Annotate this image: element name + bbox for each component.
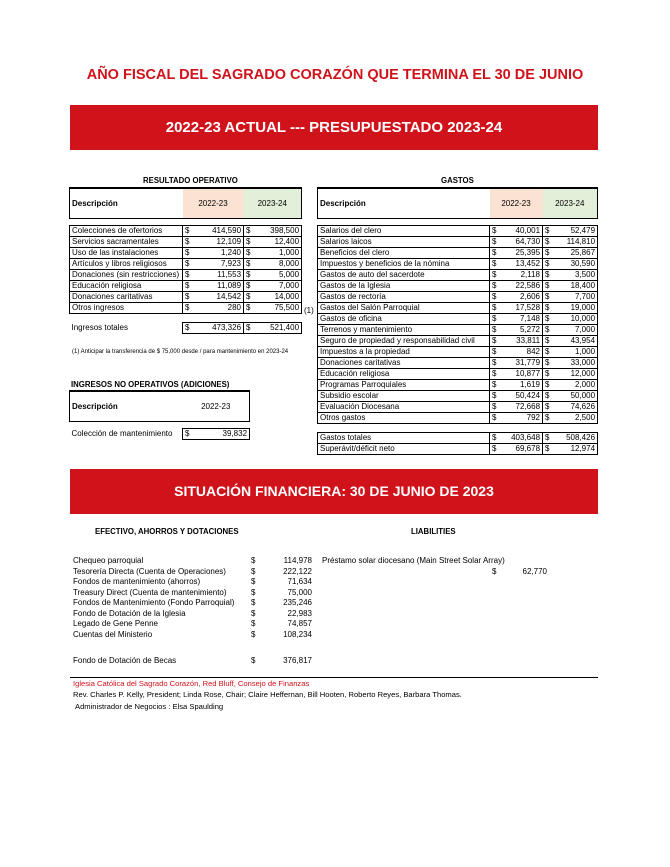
cash-account-label: Fondos de mantenimiento (ahorros) bbox=[73, 577, 201, 586]
currency-sign: $ bbox=[490, 369, 498, 380]
currency-sign: $ bbox=[183, 226, 192, 237]
row-2023-24: 5,000 bbox=[253, 270, 302, 281]
expense-row bbox=[318, 391, 598, 402]
row-label: Salarios laicos bbox=[318, 237, 490, 248]
total-expenses-label: Gastos totales bbox=[318, 433, 490, 444]
expense-row bbox=[318, 270, 598, 281]
row-2023-24: 25,867 bbox=[551, 248, 598, 259]
col-2023-24: 2023-24 bbox=[244, 188, 302, 219]
scholarship-label: Fondo de Dotación de Becas bbox=[73, 656, 177, 665]
currency-sign: $ bbox=[543, 433, 551, 444]
col-description: Descripción bbox=[318, 188, 490, 219]
cash-heading: EFECTIVO, AHORROS Y DOTACIONES bbox=[95, 527, 239, 536]
net-2022-23: 69,678 bbox=[498, 444, 543, 455]
row-label: Evaluación Diocesana bbox=[318, 402, 490, 413]
net-row bbox=[318, 444, 598, 455]
operating-heading: RESULTADO OPERATIVO bbox=[143, 176, 238, 185]
expense-row bbox=[318, 336, 598, 347]
cash-account-value: 74,857 bbox=[287, 619, 312, 628]
row-2023-24: 8,000 bbox=[253, 259, 302, 270]
row-2022-23: 40,001 bbox=[498, 226, 543, 237]
row-label: Uso de las instalaciones bbox=[70, 248, 183, 259]
col-2023-24: 2023-24 bbox=[543, 188, 598, 219]
expense-row bbox=[318, 325, 598, 336]
currency-sign: $ bbox=[244, 303, 253, 314]
currency-sign: $ bbox=[490, 281, 498, 292]
row-2023-24: 3,500 bbox=[551, 270, 598, 281]
row-2023-24: 7,000 bbox=[253, 281, 302, 292]
row-2023-24: 43,954 bbox=[551, 336, 598, 347]
currency-sign: $ bbox=[543, 380, 551, 391]
row-label: Salarios del clero bbox=[318, 226, 490, 237]
currency-sign: $ bbox=[251, 629, 256, 639]
row-2023-24: 52,479 bbox=[551, 226, 598, 237]
row-label: Colecciones de ofertorios bbox=[70, 226, 183, 237]
currency-sign: $ bbox=[244, 292, 253, 303]
cash-account-value: 108,234 bbox=[283, 629, 312, 639]
row-label: Gastos del Salón Parroquial bbox=[318, 303, 490, 314]
row-2023-24: 75,500 bbox=[253, 303, 302, 314]
footnote-mark: (1) bbox=[304, 306, 314, 315]
row-2022-23: 7,923 bbox=[192, 259, 244, 270]
currency-sign: $ bbox=[543, 347, 551, 358]
row-label: Otros gastos bbox=[318, 413, 490, 424]
row-label: Beneficios del clero bbox=[318, 248, 490, 259]
currency-sign: $ bbox=[543, 358, 551, 369]
footnote: (1) Anticipar la transferencia de $ 75,000 desde / para mantenimiento en 2023-24 bbox=[72, 349, 289, 355]
footer-administrator: Administrador de Negocios : Elsa Spaulding bbox=[75, 702, 224, 711]
expenses-heading: GASTOS bbox=[441, 176, 474, 185]
row-label: Artículos y libros religiosos bbox=[70, 259, 183, 270]
expense-row bbox=[318, 358, 598, 369]
expense-row bbox=[318, 314, 598, 325]
section-banner-financial: SITUACIÓN FINANCIERA: 30 DE JUNIO DE 2023 bbox=[70, 469, 598, 514]
cash-account-label: Treasury Direct (Cuenta de mantenimiento) bbox=[73, 587, 227, 597]
row-2023-24: 7,000 bbox=[551, 325, 598, 336]
cash-account-label: Chequeo parroquial bbox=[73, 556, 144, 565]
currency-sign: $ bbox=[543, 292, 551, 303]
total-income-2022-23: 473,326 bbox=[192, 323, 244, 334]
expense-row bbox=[318, 237, 598, 248]
row-2023-24: 2,000 bbox=[551, 380, 598, 391]
currency-sign: $ bbox=[490, 433, 498, 444]
row-2022-23: 414,590 bbox=[192, 226, 244, 237]
currency-sign: $ bbox=[183, 237, 192, 248]
footer-members: Rev. Charles P. Kelly, President; Linda Rose, Chair; Claire Heffernan, Bill Hooten, Roberto Reyes, Barbara Thomas. bbox=[73, 690, 462, 699]
row-label: Donaciones caritativas bbox=[70, 292, 183, 303]
total-expenses-2023-24: 508,426 bbox=[551, 433, 598, 444]
row-2023-24: 50,000 bbox=[551, 391, 598, 402]
row-2022-23: 11,089 bbox=[192, 281, 244, 292]
row-2022-23: 13,452 bbox=[498, 259, 543, 270]
row-2023-24: 33,000 bbox=[551, 358, 598, 369]
row-label: Impuestos y beneficios de la nómina bbox=[318, 259, 490, 270]
row-label: Donaciones (sin restricciones) bbox=[70, 270, 183, 281]
currency-sign: $ bbox=[244, 237, 253, 248]
row-2023-24: 7,700 bbox=[551, 292, 598, 303]
row-2022-23: 50,424 bbox=[498, 391, 543, 402]
row-2022-23: 22,586 bbox=[498, 281, 543, 292]
row-2022-23: 842 bbox=[498, 347, 543, 358]
expense-row bbox=[318, 402, 598, 413]
net-label: Superávit/déficit neto bbox=[318, 444, 490, 455]
currency-sign: $ bbox=[490, 358, 498, 369]
row-2022-23: 11,553 bbox=[192, 270, 244, 281]
row-label: Subsidio escolar bbox=[318, 391, 490, 402]
row-2022-23: 2,606 bbox=[498, 292, 543, 303]
nonop-table bbox=[69, 390, 250, 440]
currency-sign: $ bbox=[490, 380, 498, 391]
row-label: Gastos de auto del sacerdote bbox=[318, 270, 490, 281]
row-2022-23: 10,877 bbox=[498, 369, 543, 380]
row-2022-23: 1,240 bbox=[192, 248, 244, 259]
currency-sign: $ bbox=[490, 413, 498, 424]
income-row bbox=[70, 259, 302, 270]
currency-sign: $ bbox=[244, 270, 253, 281]
currency-sign: $ bbox=[490, 444, 498, 455]
total-expenses-2022-23: 403,648 bbox=[498, 433, 543, 444]
currency-sign: $ bbox=[490, 237, 498, 248]
expense-row bbox=[318, 347, 598, 358]
currency-sign: $ bbox=[251, 608, 256, 618]
total-income-row bbox=[70, 323, 302, 334]
col-2022-23: 2022-23 bbox=[183, 188, 244, 219]
row-2023-24: 18,400 bbox=[551, 281, 598, 292]
currency-sign: $ bbox=[543, 226, 551, 237]
currency-sign: $ bbox=[490, 226, 498, 237]
row-value: 39,832 bbox=[192, 429, 250, 440]
row-2023-24: 19,000 bbox=[551, 303, 598, 314]
row-2022-23: 5,272 bbox=[498, 325, 543, 336]
liability-value: 62,770 bbox=[522, 567, 547, 576]
currency-sign: $ bbox=[251, 598, 256, 607]
expense-row bbox=[318, 369, 598, 380]
currency-sign: $ bbox=[543, 248, 551, 259]
row-2023-24: 1,000 bbox=[253, 248, 302, 259]
currency-sign: $ bbox=[490, 292, 498, 303]
currency-sign: $ bbox=[543, 281, 551, 292]
row-2023-24: 10,000 bbox=[551, 314, 598, 325]
cash-account-value: 71,634 bbox=[287, 577, 312, 586]
nonop-heading: INGRESOS NO OPERATIVOS (ADICIONES) bbox=[71, 380, 230, 389]
row-2023-24: 14,000 bbox=[253, 292, 302, 303]
row-label: Educación religiosa bbox=[70, 281, 183, 292]
cash-account-label: Fondos de Mantenimiento (Fondo Parroquial) bbox=[73, 598, 235, 607]
currency-sign: $ bbox=[251, 619, 256, 628]
liability-label: Préstamo solar diocesano (Main Street Solar Array) bbox=[322, 556, 505, 565]
currency-sign: $ bbox=[251, 556, 256, 565]
row-2023-24: 12,400 bbox=[253, 237, 302, 248]
row-label: Gastos de rectoría bbox=[318, 292, 490, 303]
income-row bbox=[70, 237, 302, 248]
currency-sign: $ bbox=[244, 259, 253, 270]
currency-sign: $ bbox=[490, 391, 498, 402]
currency-sign: $ bbox=[244, 248, 253, 259]
section-banner-budget: 2022-23 ACTUAL --- PRESUPUESTADO 2023-24 bbox=[70, 105, 598, 150]
currency-sign: $ bbox=[244, 323, 253, 334]
row-2022-23: 72,668 bbox=[498, 402, 543, 413]
expenses-table bbox=[317, 187, 598, 455]
row-2023-24: 398,500 bbox=[253, 226, 302, 237]
currency-sign: $ bbox=[183, 429, 192, 440]
currency-sign: $ bbox=[490, 270, 498, 281]
income-row bbox=[70, 248, 302, 259]
currency-sign: $ bbox=[492, 567, 497, 576]
row-2023-24: 74,626 bbox=[551, 402, 598, 413]
currency-sign: $ bbox=[490, 248, 498, 259]
col-2022-23: 2022-23 bbox=[490, 188, 543, 219]
row-2023-24: 30,590 bbox=[551, 259, 598, 270]
income-row bbox=[70, 226, 302, 237]
currency-sign: $ bbox=[251, 656, 256, 665]
currency-sign: $ bbox=[490, 314, 498, 325]
row-2022-23: 31,779 bbox=[498, 358, 543, 369]
liabilities-heading: LIABILITIES bbox=[411, 527, 456, 536]
maintenance-collection-row bbox=[70, 429, 250, 440]
currency-sign: $ bbox=[543, 413, 551, 424]
income-row bbox=[70, 303, 302, 314]
currency-sign: $ bbox=[543, 270, 551, 281]
expense-row bbox=[318, 248, 598, 259]
row-2022-23: 14,542 bbox=[192, 292, 244, 303]
row-2022-23: 25,395 bbox=[498, 248, 543, 259]
row-label: Gastos de oficina bbox=[318, 314, 490, 325]
expense-row bbox=[318, 292, 598, 303]
cash-account-value: 22,983 bbox=[287, 608, 312, 618]
income-row bbox=[70, 270, 302, 281]
total-income-label: Ingresos totales bbox=[71, 323, 128, 332]
row-label: Impuestos a la propiedad bbox=[318, 347, 490, 358]
expense-row bbox=[318, 226, 598, 237]
expense-row bbox=[318, 303, 598, 314]
currency-sign: $ bbox=[244, 281, 253, 292]
row-label: Educación religiosa bbox=[318, 369, 490, 380]
currency-sign: $ bbox=[183, 303, 192, 314]
currency-sign: $ bbox=[183, 270, 192, 281]
currency-sign: $ bbox=[183, 292, 192, 303]
total-income-2023-24: 521,400 bbox=[253, 323, 302, 334]
currency-sign: $ bbox=[244, 226, 253, 237]
income-row bbox=[70, 292, 302, 303]
currency-sign: $ bbox=[543, 314, 551, 325]
row-2023-24: 2,500 bbox=[551, 413, 598, 424]
currency-sign: $ bbox=[251, 566, 256, 576]
row-label: Programas Parroquiales bbox=[318, 380, 490, 391]
cash-account-label: Legado de Gene Penne bbox=[73, 619, 158, 628]
cash-account-label: Tesorería Directa (Cuenta de Operaciones) bbox=[73, 566, 226, 576]
expense-row bbox=[318, 380, 598, 391]
row-2022-23: 792 bbox=[498, 413, 543, 424]
row-label: Terrenos y mantenimiento bbox=[318, 325, 490, 336]
currency-sign: $ bbox=[251, 587, 256, 597]
operating-table bbox=[69, 187, 302, 334]
row-2023-24: 12,000 bbox=[551, 369, 598, 380]
currency-sign: $ bbox=[490, 325, 498, 336]
currency-sign: $ bbox=[490, 402, 498, 413]
currency-sign: $ bbox=[543, 259, 551, 270]
cash-account-value: 235,246 bbox=[283, 598, 312, 607]
currency-sign: $ bbox=[490, 303, 498, 314]
currency-sign: $ bbox=[251, 577, 256, 586]
currency-sign: $ bbox=[543, 369, 551, 380]
expense-row bbox=[318, 281, 598, 292]
row-2023-24: 114,810 bbox=[551, 237, 598, 248]
row-label: Donaciones caritativas bbox=[318, 358, 490, 369]
currency-sign: $ bbox=[543, 402, 551, 413]
currency-sign: $ bbox=[183, 248, 192, 259]
scholarship-value: 376,817 bbox=[283, 656, 312, 665]
row-2022-23: 17,528 bbox=[498, 303, 543, 314]
expense-row bbox=[318, 413, 598, 424]
cash-account-value: 222,122 bbox=[283, 566, 312, 576]
currency-sign: $ bbox=[183, 259, 192, 270]
currency-sign: $ bbox=[543, 303, 551, 314]
row-2022-23: 64,730 bbox=[498, 237, 543, 248]
row-2022-23: 1,619 bbox=[498, 380, 543, 391]
currency-sign: $ bbox=[490, 336, 498, 347]
cash-account-value: 114,978 bbox=[283, 556, 312, 565]
income-row bbox=[70, 281, 302, 292]
currency-sign: $ bbox=[543, 336, 551, 347]
total-expenses-row bbox=[318, 433, 598, 444]
cash-account-label: Cuentas del Ministerio bbox=[73, 629, 153, 639]
row-label: Servicios sacramentales bbox=[70, 237, 183, 248]
row-2022-23: 280 bbox=[192, 303, 244, 314]
row-label: Colección de mantenimiento bbox=[71, 429, 173, 438]
row-2022-23: 33,811 bbox=[498, 336, 543, 347]
page-title: AÑO FISCAL DEL SAGRADO CORAZÓN QUE TERMINA EL 30 DE JUNIO bbox=[86, 67, 584, 83]
currency-sign: $ bbox=[543, 325, 551, 336]
currency-sign: $ bbox=[543, 237, 551, 248]
net-2023-24: 12,974 bbox=[551, 444, 598, 455]
col-description: Descripción bbox=[70, 391, 183, 422]
cash-account-label: Fondo de Dotación de la Iglesia bbox=[73, 608, 186, 618]
row-2022-23: 12,109 bbox=[192, 237, 244, 248]
footer-council: Iglesia Católica del Sagrado Corazón, Red Bluff, Consejo de Finanzas bbox=[73, 679, 310, 688]
currency-sign: $ bbox=[183, 281, 192, 292]
col-description: Descripción bbox=[70, 188, 183, 219]
row-2022-23: 7,148 bbox=[498, 314, 543, 325]
row-2022-23: 2,118 bbox=[498, 270, 543, 281]
currency-sign: $ bbox=[543, 444, 551, 455]
col-2022-23: 2022-23 bbox=[183, 391, 250, 422]
currency-sign: $ bbox=[183, 323, 192, 334]
currency-sign: $ bbox=[490, 347, 498, 358]
expense-row bbox=[318, 259, 598, 270]
row-2023-24: 1,000 bbox=[551, 347, 598, 358]
cash-account-value: 75,000 bbox=[287, 587, 312, 597]
row-label: Gastos de la Iglesia bbox=[318, 281, 490, 292]
row-label: Otros ingresos bbox=[70, 303, 183, 314]
row-label: Seguro de propiedad y responsabilidad civil bbox=[318, 336, 490, 347]
footer-divider bbox=[70, 677, 598, 678]
currency-sign: $ bbox=[490, 259, 498, 270]
currency-sign: $ bbox=[543, 391, 551, 402]
